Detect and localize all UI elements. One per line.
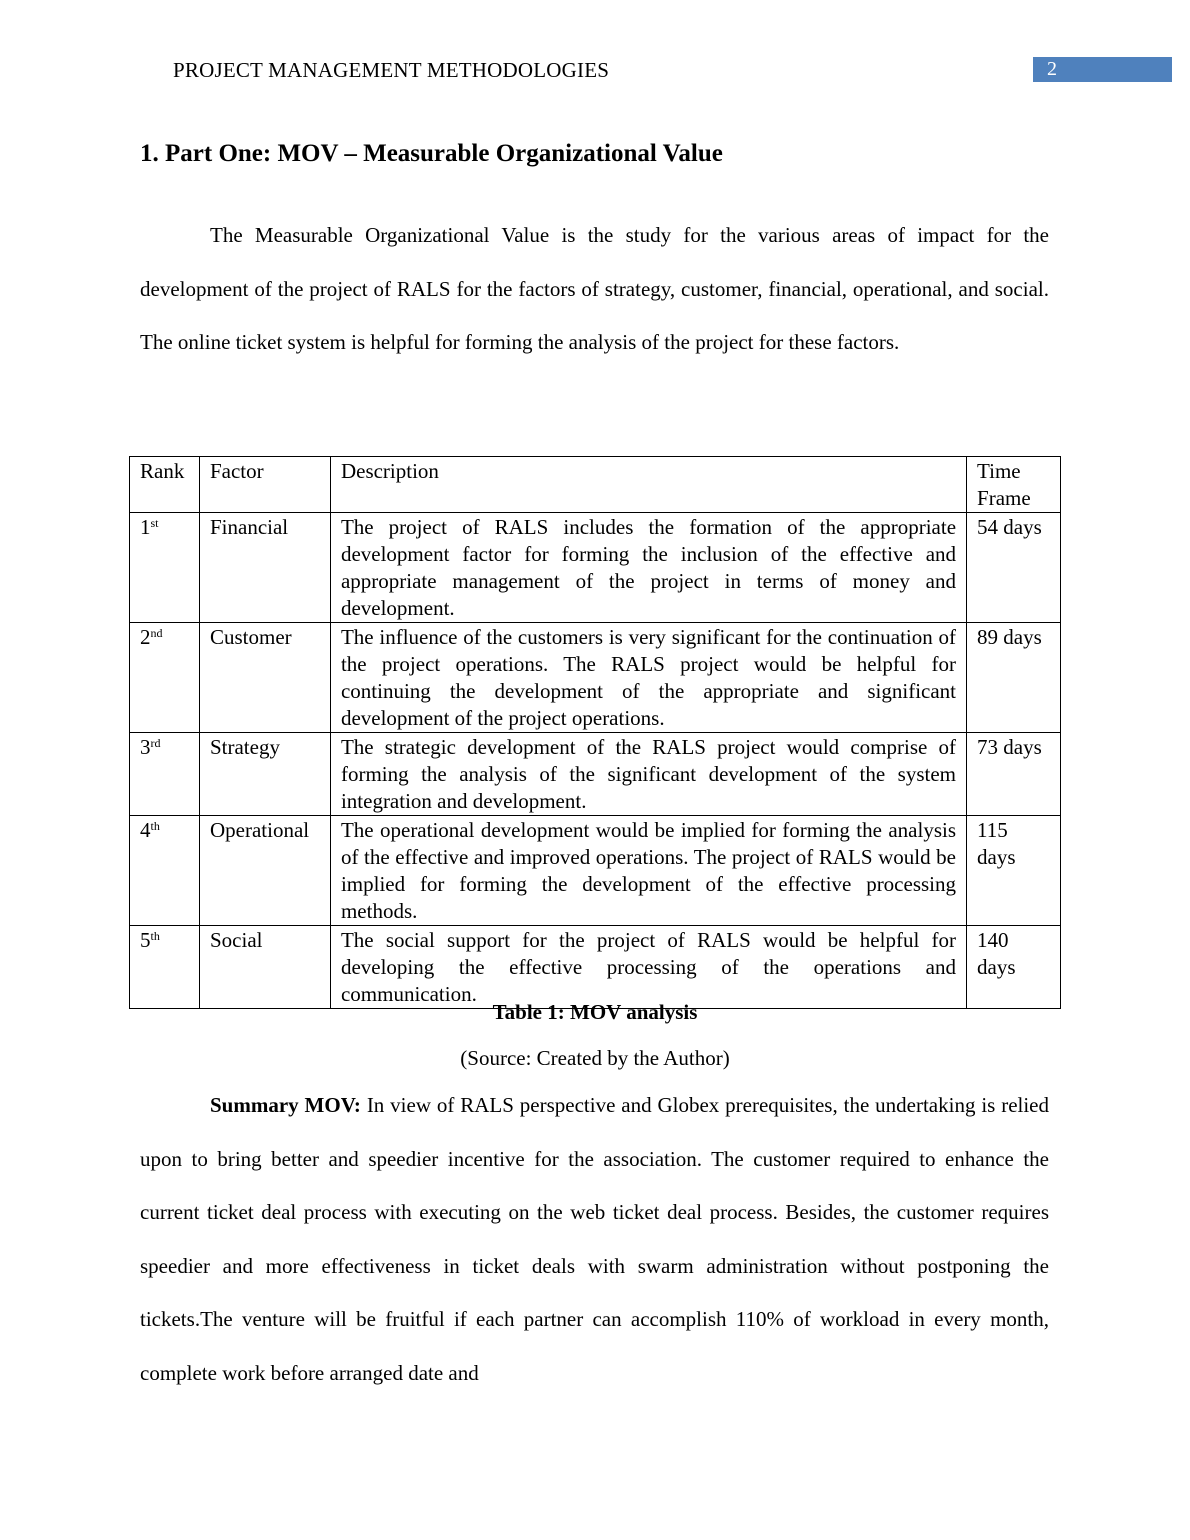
rank-number: 1 [140, 515, 151, 539]
summary-text: In view of RALS perspective and Globex prerequisites, the undertaking is relied upon to bring better and speedier incentive for the association. The customer required to enhance the current ticket deal process with executing on the web ticket deal process. Besides, the customer requires speedier and more effectiveness in ticket deals with swarm administration without postponing the tickets.The venture will be fruitful if each partner can accomplish 110% of workload in every month, complete work before arranged date and [140, 1093, 1049, 1385]
summary-label: Summary MOV: [210, 1093, 361, 1117]
header-description: Description [330, 457, 966, 513]
rank-suffix: st [150, 516, 159, 530]
rank-cell [130, 733, 200, 816]
rank-cell [130, 623, 200, 733]
time-frame-cell: 115 days [967, 816, 1061, 926]
rank-cell [130, 816, 200, 926]
time-frame-cell: 89 days [967, 623, 1061, 733]
factor-cell: Operational [199, 816, 330, 926]
rank-suffix: nd [150, 626, 163, 640]
rank-number: 5 [140, 928, 151, 952]
rank-suffix: th [150, 819, 160, 833]
time-frame-cell: 54 days [967, 513, 1061, 623]
factor-cell: Financial [199, 513, 330, 623]
factor-cell: Social [199, 926, 330, 1009]
section-heading: 1. Part One: MOV – Measurable Organizational Value [140, 140, 723, 167]
rank-number: 4 [140, 818, 151, 842]
rank-cell [130, 926, 200, 1009]
rank-number: 3 [140, 735, 151, 759]
header-rank: Rank [130, 457, 200, 513]
header-time-frame: Time Frame [967, 457, 1061, 513]
time-frame-cell: 73 days [967, 733, 1061, 816]
table-row [130, 623, 1061, 733]
page-number: 2 [1033, 57, 1172, 82]
table-source: (Source: Created by the Author) [460, 1046, 730, 1070]
intro-paragraph: The Measurable Organizational Value is the study for the various areas of impact for the development of the project of RALS for the factors of strategy, customer, financial, operational, and social. The online ticket system is helpful for forming the analysis of the project for these factors. [140, 223, 1049, 354]
table-caption: Table 1: MOV analysis [492, 1000, 698, 1024]
table-header-row [130, 457, 1061, 513]
rank-cell [130, 513, 200, 623]
table-row [130, 816, 1061, 926]
table-row [130, 733, 1061, 816]
factor-cell: Customer [199, 623, 330, 733]
rank-number: 2 [140, 625, 151, 649]
summary-paragraph [140, 1079, 1049, 1401]
running-head: PROJECT MANAGEMENT METHODOLOGIES [173, 58, 610, 82]
description-cell: The project of RALS includes the formation of the appropriate development factor for forming the inclusion of the effective and appropriate management of the project in terms of money and development. [330, 513, 966, 623]
rank-suffix: rd [150, 736, 161, 750]
time-frame-cell: 140 days [967, 926, 1061, 1009]
rank-suffix: th [150, 929, 160, 943]
mov-table [129, 456, 1061, 1009]
description-cell: The operational development would be implied for forming the analysis of the effective and improved operations. The project of RALS would be implied for forming the development of the effective processing methods. [330, 816, 966, 926]
factor-cell: Strategy [199, 733, 330, 816]
table-row [130, 926, 1061, 1009]
table-row [130, 513, 1061, 623]
description-cell: The strategic development of the RALS project would comprise of forming the analysis of the significant development of the system integration and development. [330, 733, 966, 816]
header-factor: Factor [199, 457, 330, 513]
description-cell: The influence of the customers is very significant for the continuation of the project operations. The RALS project would be helpful for continuing the development of the appropriate and significant development of the project operations. [330, 623, 966, 733]
description-cell: The social support for the project of RALS would be helpful for developing the effective processing of the operations and communication. [330, 926, 966, 1009]
